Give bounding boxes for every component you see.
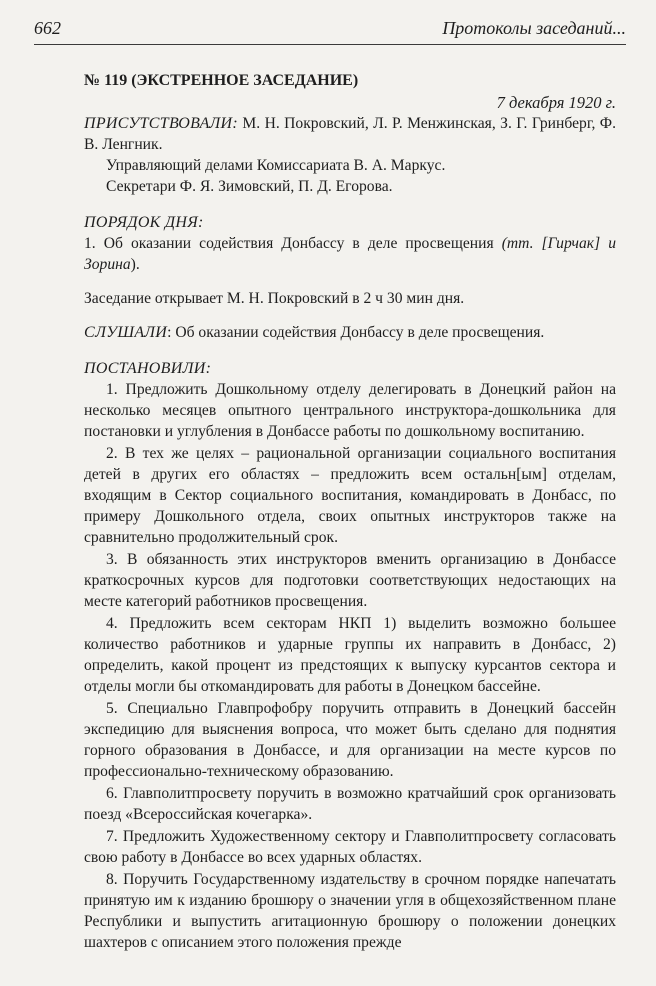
protocol-title: № 119 (ЭКСТРЕННОЕ ЗАСЕДАНИЕ): [84, 72, 359, 89]
heard-text: : Об оказании содействия Донбассу в деле просвещения.: [167, 324, 545, 341]
running-title: Протоколы заседаний...: [442, 18, 626, 38]
page-header: [34, 16, 626, 44]
protocol-date: 7 декабря 1920 г.: [496, 93, 616, 112]
manager-line: Управляющий делами Комиссариата В. А. Маркус.: [106, 157, 446, 174]
opening-line: Заседание открывает М. Н. Покровский в 2 ч 30 мин дня.: [84, 290, 465, 307]
agenda-label: ПОРЯДОК ДНЯ:: [84, 214, 204, 231]
heard-label: СЛУШАЛИ: [84, 324, 168, 341]
heard-paragraph: [84, 322, 616, 343]
attendees-paragraph: [84, 113, 616, 155]
protocol-body: [84, 70, 616, 953]
decision-item: 6. Главполитпросвету поручить в возможно кратчайший срок организовать поезд «Всероссийская кочегарка».: [84, 785, 616, 823]
agenda-item: [84, 233, 616, 275]
resolved-heading: [84, 358, 616, 379]
present-label: ПРИСУТСТВОВАЛИ:: [84, 115, 238, 132]
decision-item: 1. Предложить Дошкольному отделу делегировать в Донецкий район на несколько месяцев опытного центрального инструктора-дошкольника для постановки и углубления в Донбассе работы по дошкольному воспитанию.: [84, 381, 616, 440]
page-number: 662: [34, 18, 61, 38]
agenda-heading: [84, 212, 616, 233]
decision-item: 8. Поручить Государственному издательству в срочном порядке напечатать принятую им к изданию брошюру о значении угля в общехозяйственном плане Республики и выпустить агитационную брошюру о положении донецких шахтеров с описанием этого положения прежде: [84, 871, 616, 951]
header-rule: [34, 44, 626, 45]
decision-item: 2. В тех же целях – рациональной организации социального воспитания детей в других его областях – предложить всем остальн[ым] отделам, входящим в Сектор социального воспитания, командировать в Донбасс, по примеру Дошкольного отдела, своих опытных инструкторов также на сравнительно продолжительный срок.: [84, 445, 616, 546]
decision-item: 5. Специально Главпрофобру поручить отправить в Донецкий бассейн экспедицию для выяснения вопроса, что может быть сделано для поднятия горного образования в Донбассе, и для организации на месте курсов по профессионально-техническому образованию.: [84, 700, 616, 780]
decision-item: 3. В обязанность этих инструкторов вменить организацию в Донбассе краткосрочных курсов для подготовки соответствующих недостающих на месте категорий работников просвещения.: [84, 551, 616, 610]
present-names: М. Н. Покровский, Л. Р. Менжинская, З. Г. Гринберг, Ф. В. Ленгник.: [84, 115, 616, 153]
agenda-item-speakers: (тт. [Гирчак] и Зорина: [84, 235, 616, 273]
secretaries-line: Секретари Ф. Я. Зимовский, П. Д. Егорова.: [106, 178, 393, 195]
agenda-item-end: ).: [130, 256, 140, 273]
decision-item: 7. Предложить Художественному сектору и Главполитпросвету согласовать свою работу в Донбассе во всех ударных областях.: [84, 828, 616, 866]
agenda-item-text: 1. Об оказании содействия Донбассу в деле просвещения: [84, 235, 502, 252]
resolved-label: ПОСТАНОВИЛИ:: [84, 360, 212, 377]
decision-item: 4. Предложить всем секторам НКП 1) выделить возможно большее количество работников и ударные группы их направить в Донбасс, 2) определить, какой процент из предстоящих к выпуску курсантов сектора и отделы могли бы откомандировать для работы в Донецком бассейне.: [84, 615, 616, 695]
